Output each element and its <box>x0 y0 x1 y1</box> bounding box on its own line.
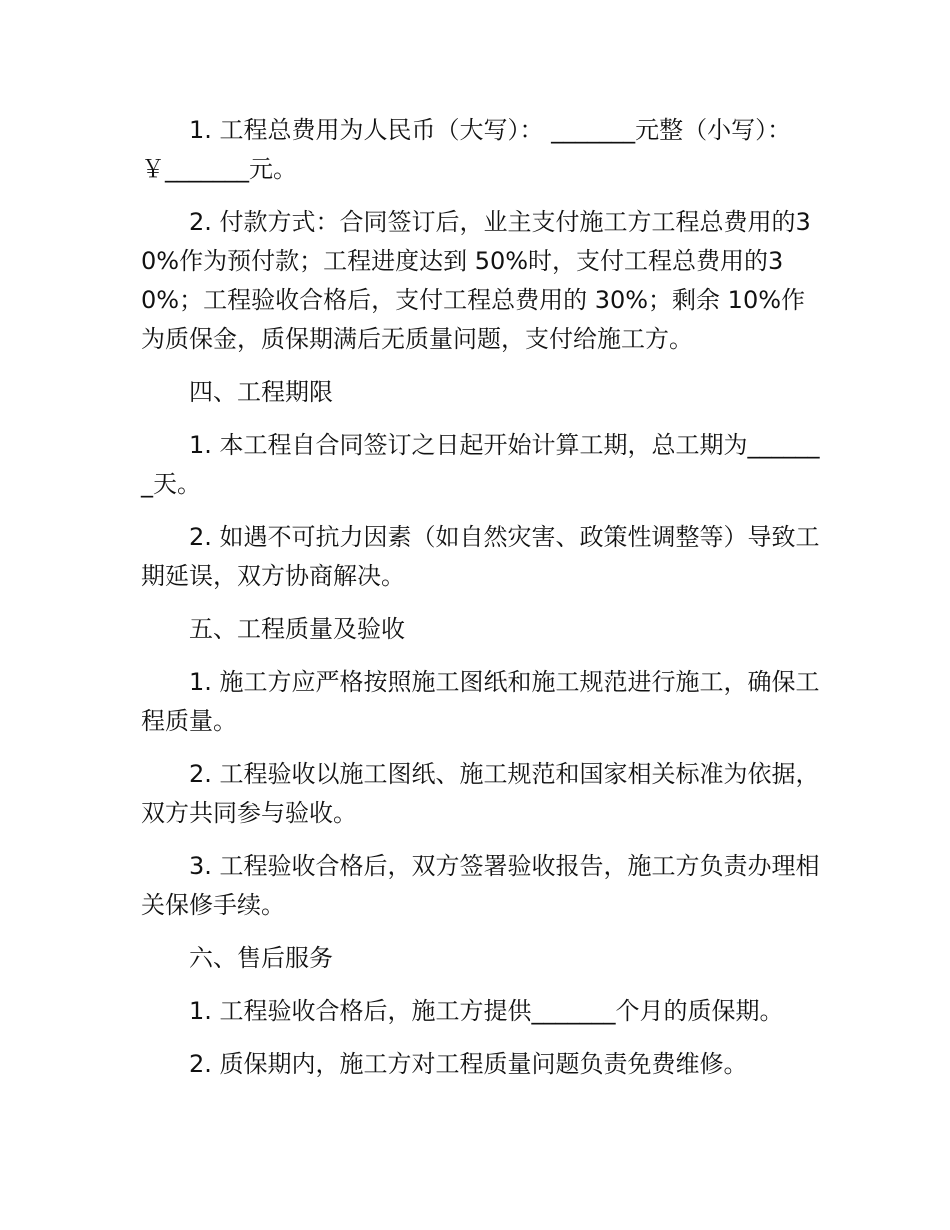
force-majeure-clause: 2. 如遇不可抗力因素（如自然灾害、政策性调整等）导致工期延误，双方协商解决。 <box>141 523 820 590</box>
section-heading-quality: 五、工程质量及验收 <box>189 615 405 643</box>
schedule-duration-clause: 1. 本工程自合同签订之日起开始计算工期，总工期为_______天。 <box>141 431 820 498</box>
document-body <box>141 111 821 1098</box>
quality-construction-clause: 1. 施工方应严格按照施工图纸和施工规范进行施工，确保工程质量。 <box>141 668 820 735</box>
quality-acceptance-clause: 2. 工程验收以施工图纸、施工规范和国家相关标准为依据，双方共同参与验收。 <box>141 760 820 827</box>
payment-total-clause: 1. 工程总费用为人民币（大写）： _______元整（小写）：￥_______元。 <box>141 116 792 183</box>
section-heading-after-sales: 六、售后服务 <box>189 944 333 972</box>
warranty-period-clause: 1. 工程验收合格后，施工方提供_______个月的质保期。 <box>189 997 784 1025</box>
section-heading-schedule: 四、工程期限 <box>189 378 333 406</box>
warranty-repair-clause: 2. 质保期内，施工方对工程质量问题负责免费维修。 <box>189 1050 748 1078</box>
payment-method-clause: 2. 付款方式：合同签订后，业主支付施工方工程总费用的30%作为预付款；工程进度达到 50%时，支付工程总费用的30%；工程验收合格后，支付工程总费用的 30%；剩余 10%作为质保金，质保期满后无质量问题，支付给施工方。 <box>141 208 811 353</box>
acceptance-report-clause: 3. 工程验收合格后，双方签署验收报告，施工方负责办理相关保修手续。 <box>141 852 820 919</box>
